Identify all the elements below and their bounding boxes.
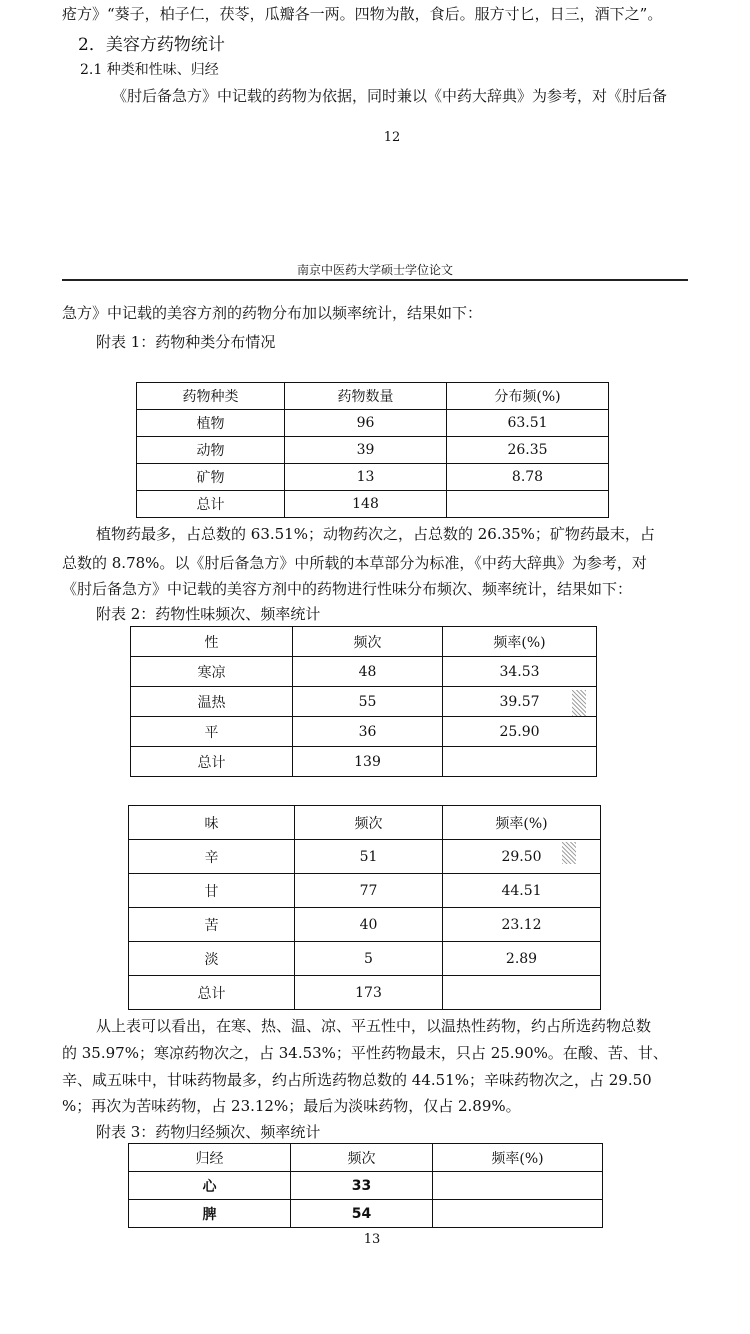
table-row [129, 1200, 603, 1228]
table-cell: 总计 [137, 491, 285, 518]
table-cell: 23.12 [443, 908, 601, 942]
table-header-cell: 药物种类 [137, 383, 285, 410]
table-row [137, 437, 609, 464]
table-cell: 13 [285, 464, 447, 491]
table-cell: 平 [131, 717, 293, 747]
subsection-heading: 2.1 种类和性味、归经 [80, 62, 219, 78]
page-number: 13 [363, 1232, 381, 1247]
body-text-line: 总数的 8.78%。以《肘后备急方》中所载的本草部分为标准，《中药大辞典》为参考，对 [62, 554, 647, 572]
table-row [131, 717, 597, 747]
table-cell: 总计 [129, 976, 295, 1010]
table-cell: 34.53 [443, 657, 597, 687]
table-cell: 139 [293, 747, 443, 777]
table-header-row [129, 806, 601, 840]
table-header-cell: 归经 [129, 1144, 291, 1172]
table-cell: 26.35 [447, 437, 609, 464]
table-cell: 39 [285, 437, 447, 464]
table-cell [433, 1172, 603, 1200]
table-cell: 77 [295, 874, 443, 908]
table-caption: 附表 3：药物归经频次、频率统计 [96, 1123, 321, 1141]
page-number: 12 [383, 130, 401, 145]
table-cell: 33 [291, 1172, 433, 1200]
table-cell: 148 [285, 491, 447, 518]
page12-text-line: 疮方》“葵子，柏子仁，茯苓，瓜瓣各一两。四物为散，食后。服方寸匕，日三，酒下之”。 [62, 5, 663, 23]
flavor-frequency-table [128, 805, 601, 1010]
table-row [129, 840, 601, 874]
table-row [131, 687, 597, 717]
nature-frequency-table [130, 626, 597, 777]
body-text-line: 植物药最多，占总数的 63.51%；动物药次之，占总数的 26.35%；矿物药最末，占 [96, 525, 655, 543]
table-cell: 2.89 [443, 942, 601, 976]
table-cell: 8.78 [447, 464, 609, 491]
table-header-cell: 性 [131, 627, 293, 657]
table-cell [447, 491, 609, 518]
table-row [137, 464, 609, 491]
table-header-cell: 频率(%) [433, 1144, 603, 1172]
table-cell: 54 [291, 1200, 433, 1228]
table-row [137, 410, 609, 437]
body-text-line: 急方》中记载的美容方剂的药物分布加以频率统计，结果如下： [62, 304, 483, 322]
table-cell: 寒凉 [131, 657, 293, 687]
table-cell [443, 976, 601, 1010]
table-row [129, 1172, 603, 1200]
table-cell: 总计 [131, 747, 293, 777]
table-cell: 55 [293, 687, 443, 717]
table-row [131, 657, 597, 687]
running-header: 南京中医药大学硕士学位论文 [296, 263, 453, 277]
table-total-row [137, 491, 609, 518]
header-rule [62, 279, 688, 281]
table-cell: 5 [295, 942, 443, 976]
table-cell: 51 [295, 840, 443, 874]
body-text-line: 辛、咸五味中，甘味药物最多，约占所选药物总数的 44.51%；辛味药物次之，占 29.50 [62, 1071, 652, 1089]
table-cell: 39.57 [443, 687, 597, 717]
table-header-cell: 频率(%) [443, 806, 601, 840]
table-row [129, 942, 601, 976]
table-total-row [131, 747, 597, 777]
table-cell: 脾 [129, 1200, 291, 1228]
table-header-cell: 频次 [295, 806, 443, 840]
drug-category-table [136, 382, 609, 518]
section-heading: 2．美容方药物统计 [78, 35, 225, 55]
scan-smudge [562, 842, 576, 864]
meridian-frequency-table [128, 1143, 603, 1228]
table-header-cell: 频次 [293, 627, 443, 657]
body-text-line: 的 35.97%；寒凉药物次之，占 34.53%；平性药物最末，只占 25.90%。在酸、苦、甘、 [62, 1044, 668, 1062]
table-cell: 96 [285, 410, 447, 437]
table-cell: 48 [293, 657, 443, 687]
body-text-line: %；再次为苦味药物，占 23.12%；最后为淡味药物，仅占 2.89%。 [62, 1097, 521, 1115]
table-cell: 辛 [129, 840, 295, 874]
table-row [129, 874, 601, 908]
table-caption: 附表 1：药物种类分布情况 [96, 333, 276, 351]
table-cell: 温热 [131, 687, 293, 717]
table-cell: 动物 [137, 437, 285, 464]
table-cell: 矿物 [137, 464, 285, 491]
table-cell: 36 [293, 717, 443, 747]
table-cell: 173 [295, 976, 443, 1010]
page12-text-line: 《肘后备急方》中记载的药物为依据，同时兼以《中药大辞典》为参考，对《肘后备 [112, 87, 668, 105]
table-cell: 甘 [129, 874, 295, 908]
body-text-line: 《肘后备急方》中记载的美容方剂中的药物进行性味分布频次、频率统计，结果如下： [62, 580, 633, 598]
table-cell: 淡 [129, 942, 295, 976]
table-header-cell: 分布频(%) [447, 383, 609, 410]
table-header-cell: 味 [129, 806, 295, 840]
table-header-row [137, 383, 609, 410]
table-header-cell: 频率(%) [443, 627, 597, 657]
table-cell: 63.51 [447, 410, 609, 437]
table-cell: 苦 [129, 908, 295, 942]
body-text-line: 从上表可以看出，在寒、热、温、凉、平五性中，以温热性药物，约占所选药物总数 [96, 1017, 652, 1035]
table-cell [433, 1200, 603, 1228]
table-total-row [129, 976, 601, 1010]
table-header-row [131, 627, 597, 657]
table-row [129, 908, 601, 942]
table-header-row [129, 1144, 603, 1172]
table-cell: 25.90 [443, 717, 597, 747]
table-cell: 44.51 [443, 874, 601, 908]
table-caption: 附表 2：药物性味频次、频率统计 [96, 605, 321, 623]
table-cell: 心 [129, 1172, 291, 1200]
table-cell: 40 [295, 908, 443, 942]
table-header-cell: 药物数量 [285, 383, 447, 410]
table-cell [443, 747, 597, 777]
table-cell: 29.50 [443, 840, 601, 874]
table-header-cell: 频次 [291, 1144, 433, 1172]
scan-smudge [572, 690, 586, 716]
table-cell: 植物 [137, 410, 285, 437]
